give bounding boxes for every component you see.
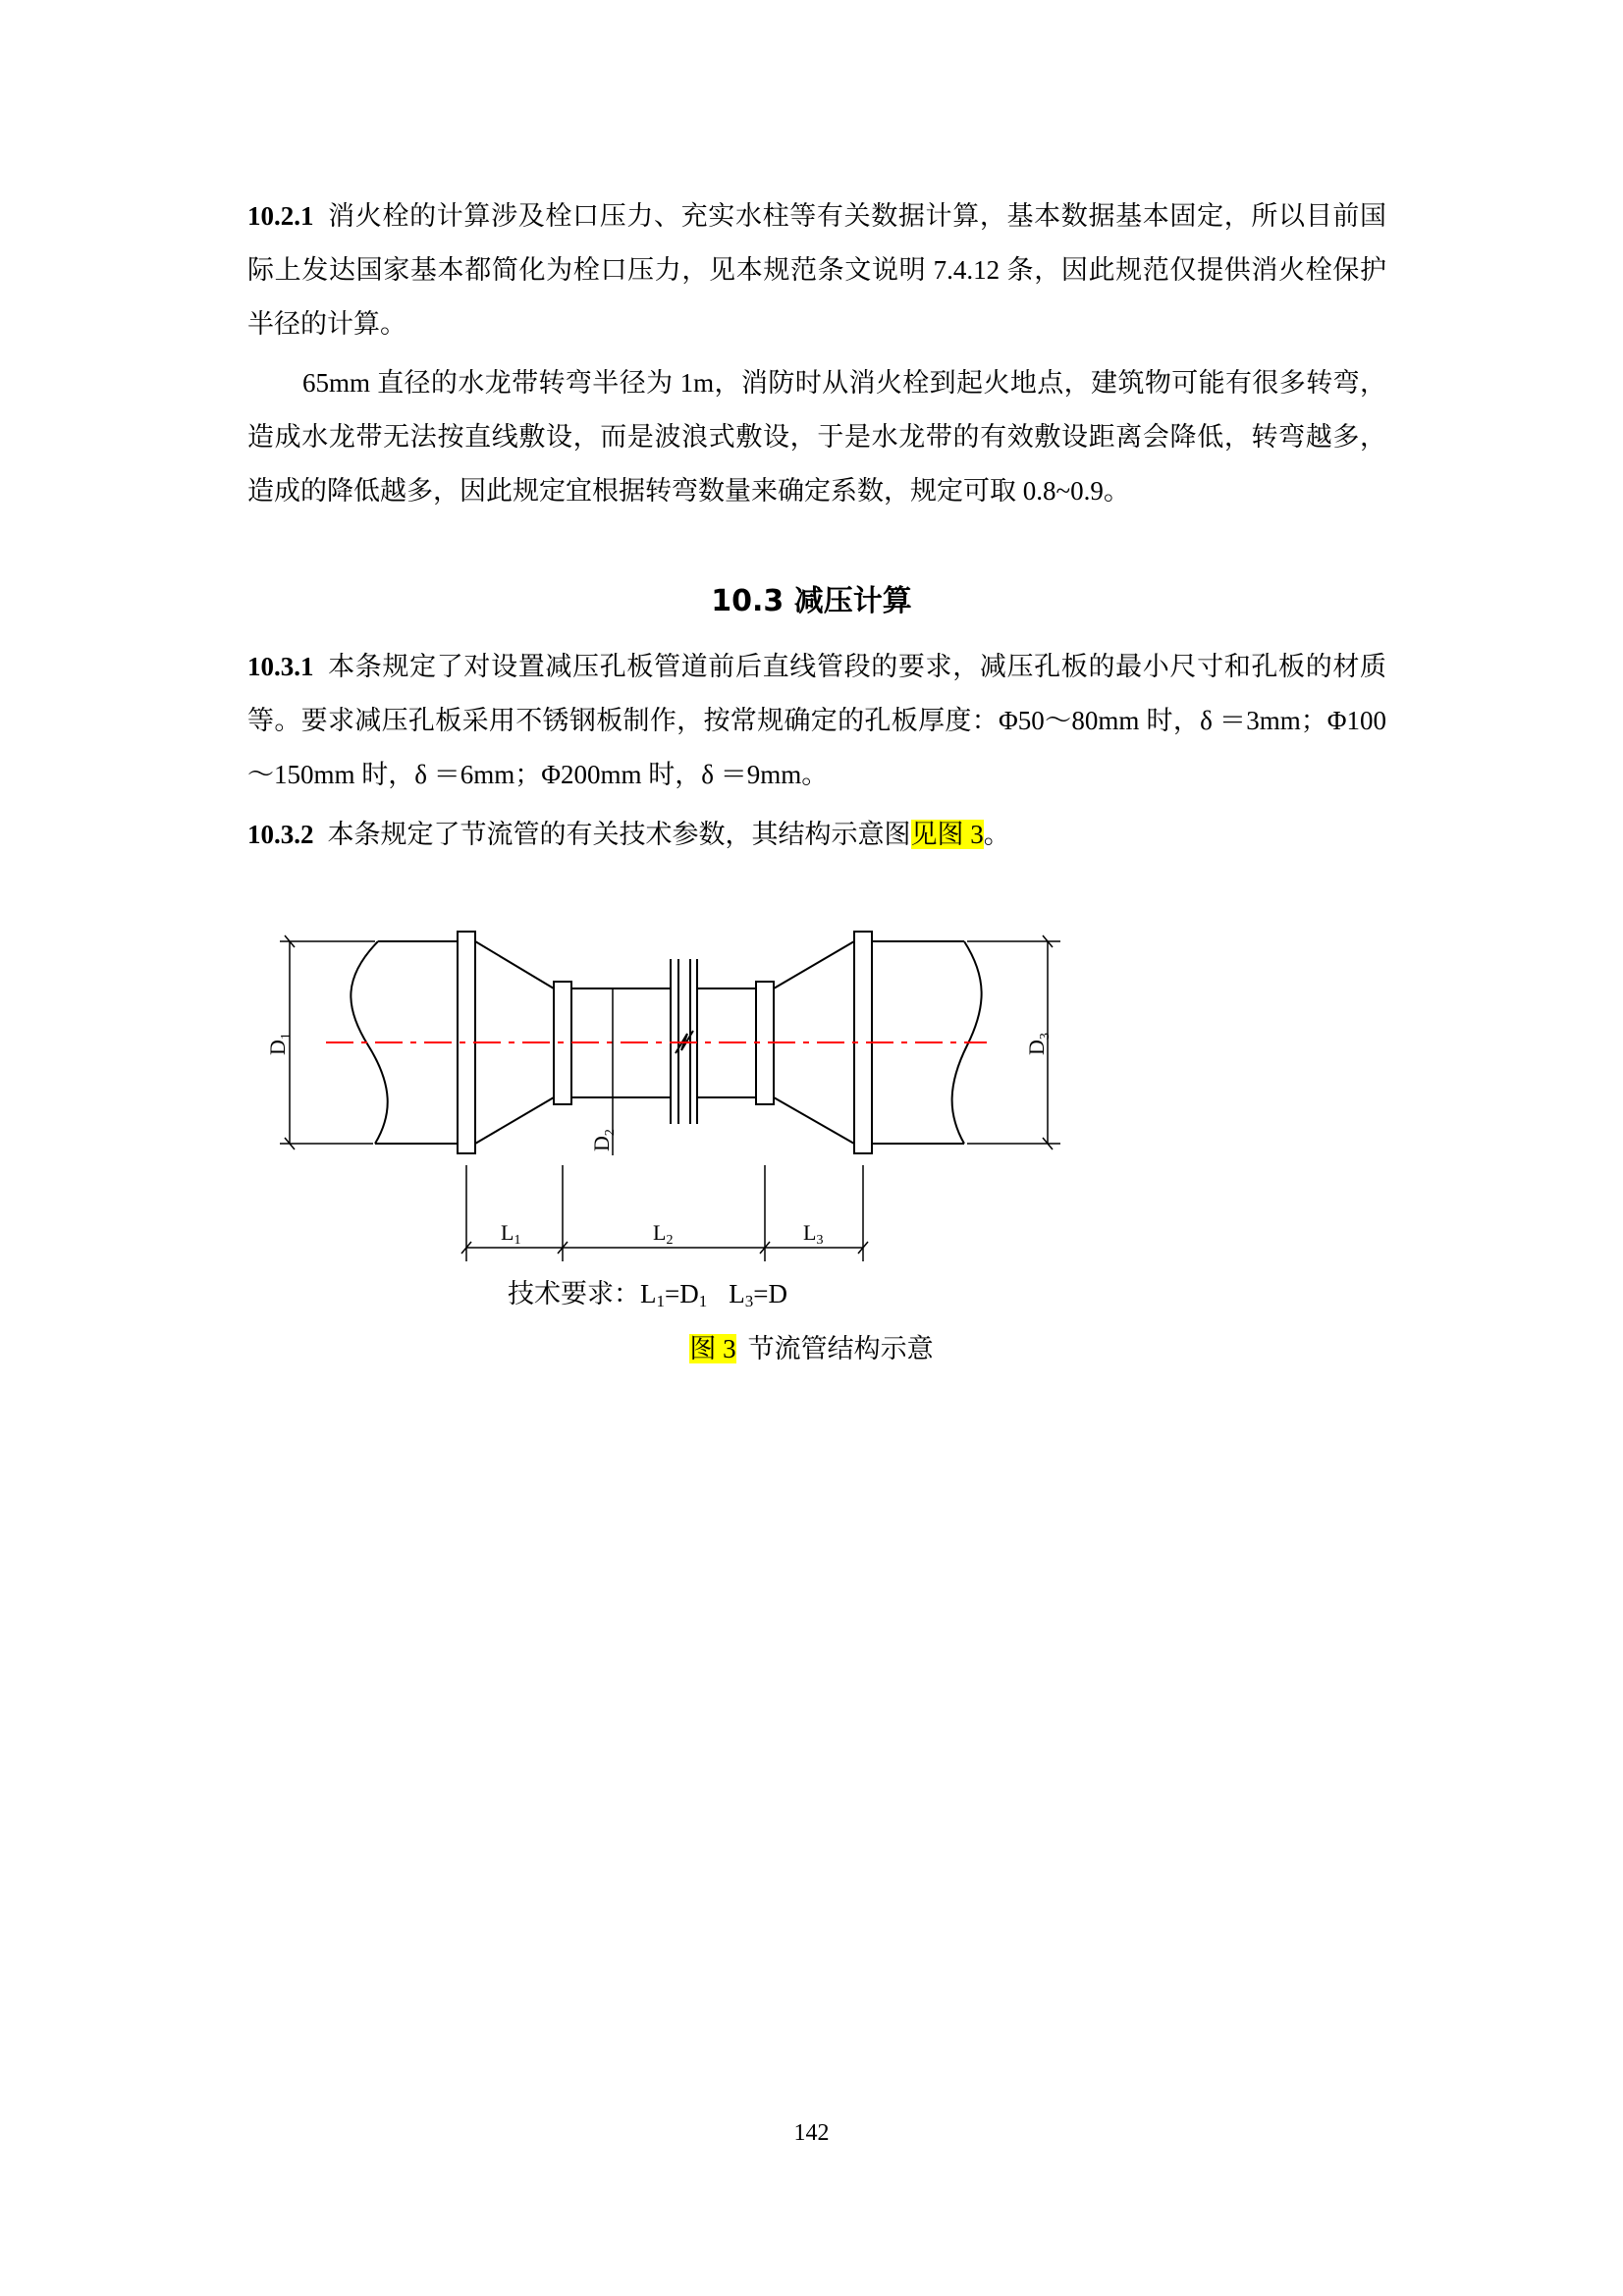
req-l3-sub: 3 <box>744 1292 754 1310</box>
d1-label: $D_1$ <box>265 1033 294 1055</box>
section-10-3-1 <box>247 640 1386 802</box>
section-heading: 10.3 减压计算 <box>711 584 912 618</box>
req-d1-sub: 1 <box>698 1292 708 1310</box>
clause-number: 10.2.1 <box>247 201 314 231</box>
l1-label: L1 <box>501 1220 521 1248</box>
throttle-pipe-diagram <box>265 908 1090 1266</box>
page-number: 142 <box>793 2120 830 2146</box>
section-10-3-2 <box>247 808 1386 862</box>
figure-reference: 见图 3 <box>910 820 984 849</box>
requirement-prefix: 技术要求： <box>508 1279 640 1308</box>
d3-label: $D_3$ <box>1024 1033 1053 1055</box>
l2-label: L2 <box>653 1220 674 1248</box>
caption-text: 节流管结构示意 <box>747 1334 934 1363</box>
figure-caption <box>0 1327 1623 1370</box>
technical-requirement <box>508 1274 787 1321</box>
hose-paragraph: 65mm 直径的水龙带转弯半径为 1m，消防时从消火栓到起火地点，建筑物可能有很多转弯，造成水龙带无法按直线敷设，而是波浪式敷设，于是水龙带的有效敷设距离会降低，转弯越多，造成的降低越多，因此规定宜根据转弯数量来确定系数，规定可取 0.8~0.9。 <box>247 368 1386 506</box>
req-eq2: =D <box>753 1279 787 1308</box>
l3-label: L3 <box>803 1220 824 1248</box>
req-eq1: =D <box>665 1279 699 1308</box>
caption-label: 图 3 <box>689 1334 736 1363</box>
clause-number: 10.3.1 <box>247 652 314 681</box>
clause-text: 本条规定了节流管的有关技术参数，其结构示意图 <box>327 820 911 849</box>
req-l1-sub: 1 <box>656 1292 665 1310</box>
section-10-2-1 <box>247 189 1386 351</box>
req-l3: L <box>729 1279 745 1308</box>
clause-text: 本条规定了对设置减压孔板管道前后直线管段的要求，减压孔板的最小尺寸和孔板的材质等。要求减压孔板采用不锈钢板制作，按常规确定的孔板厚度：Φ50～80mm 时，δ ＝3mm；Φ100～150mm 时，δ ＝6mm；Φ200mm 时，δ ＝9mm。 <box>247 652 1386 789</box>
d2-label: $D_2$ <box>589 1129 618 1151</box>
clause-text-end: 。 <box>983 820 1010 849</box>
clause-text: 消火栓的计算涉及栓口压力、充实水柱等有关数据计算，基本数据基本固定，所以目前国际上发达国家基本都简化为栓口压力，见本规范条文说明 7.4.12 条，因此规范仅提供消火栓保护半径的计算。 <box>247 201 1386 339</box>
req-l1: L <box>640 1279 657 1308</box>
clause-number: 10.3.2 <box>247 820 314 849</box>
